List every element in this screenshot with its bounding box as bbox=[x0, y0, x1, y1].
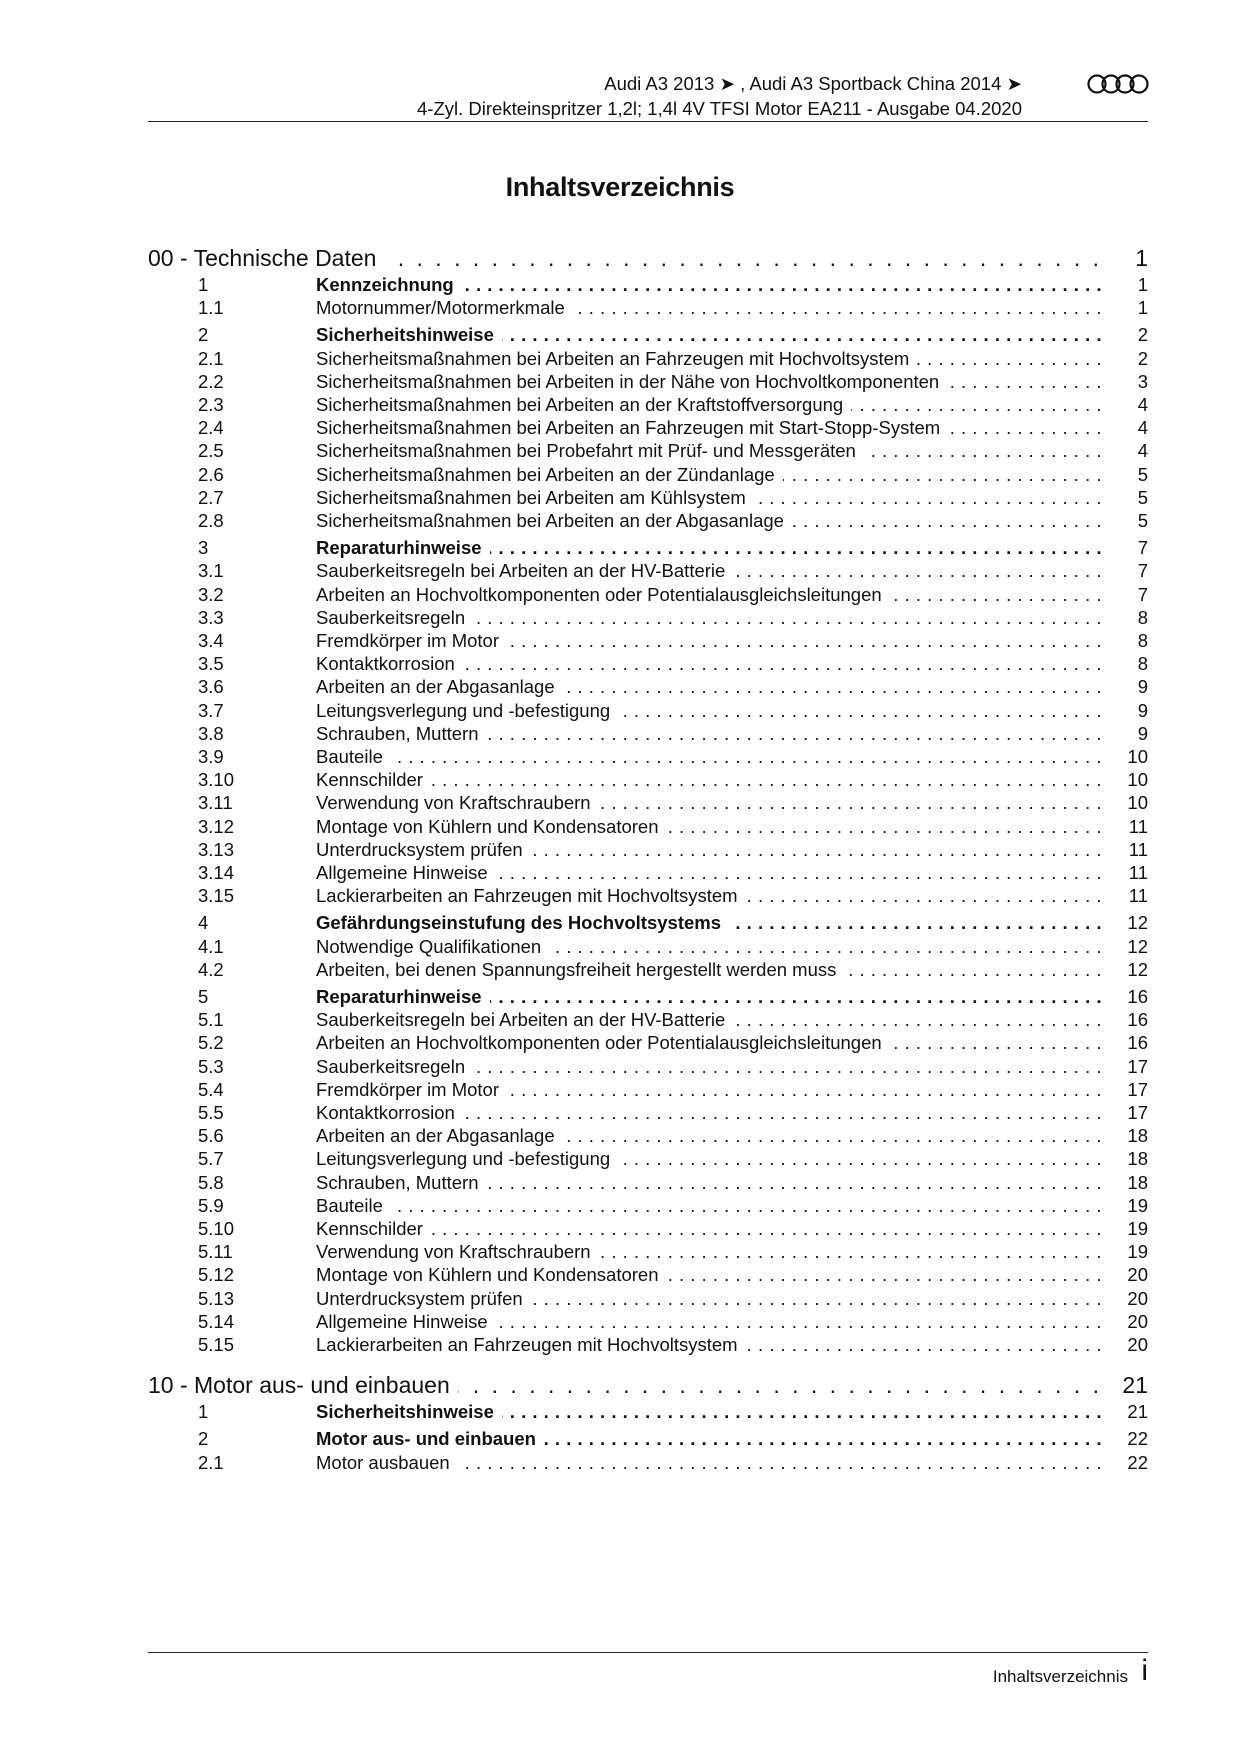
toc-entry-page: 18 bbox=[1127, 1125, 1148, 1147]
footer-page-number: i bbox=[1141, 1654, 1148, 1687]
dot-leader bbox=[792, 510, 1102, 532]
toc-entry[interactable] bbox=[148, 881, 1148, 907]
toc-entry-number: 5.15 bbox=[198, 1334, 235, 1355]
toc-entry-number: 5.1 bbox=[198, 1009, 224, 1031]
toc-entry[interactable] bbox=[148, 812, 1148, 838]
toc-entry[interactable] bbox=[148, 390, 1148, 416]
toc-entry-number: 5.2 bbox=[198, 1032, 224, 1054]
toc-entry-page: 12 bbox=[1127, 935, 1148, 957]
toc-entry-page: 16 bbox=[1127, 1009, 1148, 1031]
toc-entry-page: 19 bbox=[1127, 1241, 1148, 1263]
toc-entry[interactable] bbox=[148, 344, 1148, 370]
toc-entry-title: Sauberkeitsregeln bei Arbeiten an der HV-Batterie bbox=[316, 1009, 726, 1031]
toc-entry-title: Reparaturhinweise bbox=[316, 537, 482, 559]
toc-entry-number: 5.10 bbox=[198, 1218, 235, 1239]
toc-entry-title: Fremdkörper im Motor bbox=[316, 1078, 499, 1100]
toc-entry-title: 00 - Technische Daten bbox=[148, 245, 377, 271]
toc-entry-page: 10 bbox=[1127, 769, 1148, 791]
toc-entry-title: Allgemeine Hinweise bbox=[316, 862, 488, 883]
footer-divider bbox=[148, 1652, 1148, 1653]
toc-entry-title: Kennschilder bbox=[316, 769, 423, 791]
toc-entry-page: 20 bbox=[1127, 1264, 1148, 1286]
toc-entry-title: Sicherheitsmaßnahmen bei Arbeiten an der Abgasanlage bbox=[316, 510, 784, 531]
toc-entry-title: Sauberkeitsregeln bei Arbeiten an der HV-Batterie bbox=[316, 560, 726, 582]
toc-entry[interactable] bbox=[148, 1052, 1148, 1078]
toc-entry-page: 8 bbox=[1137, 630, 1148, 651]
toc-entry-title: Sicherheitsmaßnahmen bei Arbeiten am Kühlsystem bbox=[316, 486, 746, 508]
toc-entry-page: 17 bbox=[1127, 1102, 1148, 1123]
page-title: Inhaltsverzeichnis bbox=[505, 172, 735, 202]
header-engine-line: 4-Zyl. Direkteinspritzer 1,2l; 1,4l 4V TFSI Motor EA211 - Ausgabe 04.2020 bbox=[417, 98, 1022, 119]
toc-entry-number: 2 bbox=[198, 1428, 209, 1450]
toc-entry[interactable] bbox=[148, 696, 1148, 722]
toc-entry-title: Kontaktkorrosion bbox=[316, 653, 455, 675]
toc-entry-title: Sicherheitsmaßnahmen bei Arbeiten an der Kraftstoffversorgung bbox=[316, 394, 844, 415]
toc-entry[interactable] bbox=[148, 1330, 1148, 1356]
toc-section[interactable] bbox=[148, 533, 1148, 559]
toc-entry-page: 9 bbox=[1137, 676, 1148, 698]
dot-leader bbox=[746, 885, 1102, 907]
toc-entry[interactable] bbox=[148, 413, 1148, 439]
toc-entry[interactable] bbox=[148, 835, 1148, 861]
toc-entry-number: 3.15 bbox=[198, 885, 235, 907]
toc-entry-page: 4 bbox=[1137, 394, 1148, 415]
dot-leader bbox=[502, 1401, 1102, 1423]
toc-entry-page: 19 bbox=[1127, 1218, 1148, 1239]
toc-entry-number: 3.4 bbox=[198, 630, 224, 651]
toc-entry[interactable] bbox=[148, 649, 1148, 675]
toc-entry-number: 2.7 bbox=[198, 486, 224, 508]
dot-leader bbox=[844, 959, 1102, 981]
toc-entry-title: Sicherheitsmaßnahmen bei Arbeiten an Fahrzeugen mit Start-Stopp-System bbox=[316, 417, 941, 439]
toc-entry[interactable] bbox=[148, 1098, 1148, 1124]
toc-entry-title: Bauteile bbox=[316, 746, 383, 767]
toc-entry-number: 3.2 bbox=[198, 583, 224, 605]
toc-entry-page: 16 bbox=[1127, 1032, 1148, 1054]
toc-entry-title: Sicherheitsmaßnahmen bei Arbeiten an der Zündanlage bbox=[316, 463, 775, 485]
dot-leader bbox=[746, 1334, 1102, 1356]
toc-chapter[interactable] bbox=[148, 1367, 1148, 1399]
toc-entry-number: 2.6 bbox=[198, 463, 224, 485]
toc-entry-number: 3.1 bbox=[198, 560, 224, 582]
toc-entry-page: 21 bbox=[1127, 1401, 1148, 1423]
toc-entry-page: 12 bbox=[1127, 912, 1148, 934]
toc-entry-number: 3.3 bbox=[198, 606, 224, 628]
toc-entry-page: 1 bbox=[1137, 297, 1148, 319]
toc-entry[interactable] bbox=[148, 367, 1148, 393]
toc-entry-number: 5.3 bbox=[198, 1055, 224, 1077]
dot-leader bbox=[573, 297, 1102, 319]
toc-entry[interactable] bbox=[148, 1307, 1148, 1333]
toc-entry[interactable] bbox=[148, 1237, 1148, 1263]
toc-entry-page: 1 bbox=[1135, 245, 1148, 271]
toc-entry[interactable] bbox=[148, 556, 1148, 582]
toc-entry-page: 8 bbox=[1137, 606, 1148, 628]
toc-entry-page: 2 bbox=[1137, 347, 1148, 369]
toc-entry-page: 16 bbox=[1127, 986, 1148, 1007]
toc-section[interactable] bbox=[148, 270, 1148, 296]
toc-entry-page: 12 bbox=[1127, 958, 1148, 980]
toc-entry-number: 2.1 bbox=[198, 1451, 224, 1473]
toc-section[interactable] bbox=[148, 1424, 1148, 1450]
toc-entry[interactable] bbox=[148, 858, 1148, 884]
toc-entry-title: Leitungsverlegung und -befestigung bbox=[316, 1148, 611, 1170]
toc-entry[interactable] bbox=[148, 293, 1148, 319]
toc-entry-page: 18 bbox=[1127, 1148, 1148, 1170]
toc-entry[interactable] bbox=[148, 626, 1148, 652]
toc-entry-title: Sicherheitsmaßnahmen bei Probefahrt mit Prüf- und Messgeräten bbox=[316, 440, 856, 462]
dot-leader bbox=[384, 244, 1102, 272]
toc-entry-page: 11 bbox=[1128, 838, 1148, 860]
toc-entry-number: 5.7 bbox=[198, 1148, 224, 1170]
toc-entry[interactable] bbox=[148, 719, 1148, 745]
toc-chapter[interactable] bbox=[148, 240, 1148, 272]
toc-entry-page: 20 bbox=[1127, 1334, 1148, 1355]
toc-entry-number: 5.4 bbox=[198, 1078, 224, 1100]
toc-entry-page: 5 bbox=[1137, 510, 1148, 531]
toc-entry-number: 4.2 bbox=[198, 958, 224, 980]
toc-entry-title: Notwendige Qualifikationen bbox=[316, 935, 542, 957]
toc-entry-title: Schrauben, Muttern bbox=[316, 722, 479, 744]
toc-entry-title: Verwendung von Kraftschraubern bbox=[316, 792, 591, 814]
toc-entry-number: 2.4 bbox=[198, 417, 224, 439]
toc-entry-title: Unterdrucksystem prüfen bbox=[316, 1287, 523, 1309]
toc-entry-page: 5 bbox=[1137, 486, 1148, 508]
toc-entry[interactable] bbox=[148, 1214, 1148, 1240]
toc-entry[interactable] bbox=[148, 580, 1148, 606]
toc-entry-page: 22 bbox=[1127, 1428, 1148, 1450]
toc-entry-number: 5.6 bbox=[198, 1125, 224, 1147]
toc-entry-title: Motornummer/Motormerkmale bbox=[316, 297, 565, 319]
toc-entry-page: 22 bbox=[1127, 1451, 1148, 1473]
dot-leader bbox=[458, 1372, 1102, 1400]
toc-entry[interactable] bbox=[148, 460, 1148, 486]
toc-entry-title: Sauberkeitsregeln bbox=[316, 1055, 466, 1077]
toc-entry-page: 4 bbox=[1137, 440, 1148, 462]
toc-entry-page: 5 bbox=[1137, 463, 1148, 485]
toc-entry-page: 19 bbox=[1127, 1194, 1148, 1216]
toc-entry[interactable] bbox=[148, 1260, 1148, 1286]
toc-entry[interactable] bbox=[148, 1028, 1148, 1054]
toc-entry-page: 9 bbox=[1137, 722, 1148, 744]
toc-entry-page: 3 bbox=[1137, 370, 1148, 392]
toc-entry[interactable] bbox=[148, 603, 1148, 629]
toc-entry-page: 7 bbox=[1137, 537, 1148, 559]
toc-entry[interactable] bbox=[148, 1121, 1148, 1147]
toc-entry-number: 2.8 bbox=[198, 510, 224, 531]
toc-entry-number: 3 bbox=[198, 537, 209, 559]
toc-entry-number: 2.1 bbox=[198, 347, 224, 369]
toc-entry-number: 3.9 bbox=[198, 746, 224, 767]
toc-entry-title: Arbeiten an Hochvoltkomponenten oder Potentialausgleichsleitungen bbox=[316, 583, 882, 605]
toc-entry-number: 1.1 bbox=[198, 297, 224, 319]
toc-entry-number: 5 bbox=[198, 986, 209, 1007]
toc-entry-title: Arbeiten, bei denen Spannungsfreiheit hergestellt werden muss bbox=[316, 958, 837, 980]
toc-entry-number: 3.5 bbox=[198, 653, 224, 675]
toc-entry-number: 2.3 bbox=[198, 394, 224, 415]
toc-entry[interactable] bbox=[148, 1448, 1148, 1474]
toc-entry-title: Allgemeine Hinweise bbox=[316, 1310, 488, 1332]
toc-entry-page: 9 bbox=[1137, 699, 1148, 721]
toc-entry-title: Montage von Kühlern und Kondensatoren bbox=[316, 1264, 659, 1286]
toc-entry-title: Sicherheitshinweise bbox=[316, 324, 494, 346]
header-vehicle-line: Audi A3 2013 ➤ , Audi A3 Sportback China 2014 ➤ bbox=[604, 73, 1022, 94]
toc-entry[interactable] bbox=[148, 742, 1148, 768]
toc-entry-title: Sicherheitsmaßnahmen bei Arbeiten an Fahrzeugen mit Hochvoltsystem bbox=[316, 347, 910, 369]
table-of-contents bbox=[148, 0, 1148, 1600]
toc-entry-number: 5.5 bbox=[198, 1102, 224, 1123]
toc-entry-page: 11 bbox=[1128, 885, 1148, 907]
toc-entry-title: Lackierarbeiten an Fahrzeugen mit Hochvoltsystem bbox=[316, 1334, 738, 1355]
toc-entry[interactable] bbox=[148, 1144, 1148, 1170]
toc-entry-number: 3.7 bbox=[198, 699, 224, 721]
toc-section[interactable] bbox=[148, 1397, 1148, 1423]
toc-entry[interactable] bbox=[148, 436, 1148, 462]
toc-entry-page: 20 bbox=[1127, 1287, 1148, 1309]
toc-entry-title: Kontaktkorrosion bbox=[316, 1102, 455, 1123]
toc-entry-title: Reparaturhinweise bbox=[316, 986, 482, 1007]
toc-entry-number: 5.12 bbox=[198, 1264, 235, 1286]
toc-entry[interactable] bbox=[148, 1284, 1148, 1310]
toc-entry-page: 21 bbox=[1122, 1372, 1148, 1399]
toc-entry[interactable] bbox=[148, 765, 1148, 791]
toc-entry-page: 8 bbox=[1137, 653, 1148, 675]
toc-entry-number: 2.2 bbox=[198, 370, 224, 392]
toc-entry-number: 3.14 bbox=[198, 862, 235, 883]
toc-entry-title: Kennschilder bbox=[316, 1218, 423, 1239]
toc-entry-number: 5.14 bbox=[198, 1310, 235, 1332]
toc-entry-title: Leitungsverlegung und -befestigung bbox=[316, 699, 611, 721]
toc-entry-title: Motor ausbauen bbox=[316, 1451, 450, 1473]
toc-entry-title: Sicherheitshinweise bbox=[316, 1401, 494, 1423]
toc-entry-number: 2 bbox=[198, 324, 209, 346]
toc-section[interactable] bbox=[148, 982, 1148, 1008]
toc-entry[interactable] bbox=[148, 955, 1148, 981]
toc-entry-number: 1 bbox=[198, 274, 209, 295]
toc-entry-title: Bauteile bbox=[316, 1194, 383, 1216]
toc-entry-title: Sauberkeitsregeln bbox=[316, 606, 466, 628]
toc-entry-title: Arbeiten an der Abgasanlage bbox=[316, 676, 555, 698]
toc-entry-number: 5.9 bbox=[198, 1194, 224, 1216]
toc-entry-page: 4 bbox=[1137, 417, 1148, 439]
toc-entry-title: Montage von Kühlern und Kondensatoren bbox=[316, 815, 659, 837]
toc-entry[interactable] bbox=[148, 1191, 1148, 1217]
toc-entry-number: 3.12 bbox=[198, 815, 235, 837]
toc-entry-title: Gefährdungseinstufung des Hochvoltsystems bbox=[316, 912, 722, 934]
dot-leader bbox=[458, 1451, 1102, 1473]
toc-entry-title: Arbeiten an Hochvoltkomponenten oder Potentialausgleichsleitungen bbox=[316, 1032, 882, 1054]
footer-label: Inhaltsverzeichnis bbox=[992, 1667, 1128, 1686]
toc-entry[interactable] bbox=[148, 483, 1148, 509]
toc-section[interactable] bbox=[148, 908, 1148, 934]
toc-entry-page: 1 bbox=[1137, 274, 1148, 295]
toc-entry-page: 10 bbox=[1127, 792, 1148, 814]
toc-entry-page: 18 bbox=[1127, 1171, 1148, 1193]
toc-entry-number: 4 bbox=[198, 912, 209, 934]
toc-entry-title: Lackierarbeiten an Fahrzeugen mit Hochvoltsystem bbox=[316, 885, 738, 907]
toc-entry-title: Fremdkörper im Motor bbox=[316, 630, 499, 651]
toc-entry-title: Unterdrucksystem prüfen bbox=[316, 838, 523, 860]
toc-entry-page: 17 bbox=[1127, 1078, 1148, 1100]
toc-entry[interactable] bbox=[148, 672, 1148, 698]
toc-entry-title: Arbeiten an der Abgasanlage bbox=[316, 1125, 555, 1147]
toc-entry-page: 7 bbox=[1137, 583, 1148, 605]
toc-entry-title: 10 - Motor aus- und einbauen bbox=[148, 1372, 450, 1399]
toc-entry-number: 3.11 bbox=[198, 792, 233, 814]
toc-entry-title: Schrauben, Muttern bbox=[316, 1171, 479, 1193]
toc-entry[interactable] bbox=[148, 1075, 1148, 1101]
toc-entry-title: Verwendung von Kraftschraubern bbox=[316, 1241, 591, 1263]
toc-entry-page: 2 bbox=[1137, 324, 1148, 346]
toc-entry-title: Sicherheitsmaßnahmen bei Arbeiten in der Nähe von Hochvoltkomponenten bbox=[316, 370, 940, 392]
toc-entry[interactable] bbox=[148, 932, 1148, 958]
toc-entry-number: 5.11 bbox=[198, 1241, 233, 1263]
toc-entry[interactable] bbox=[148, 788, 1148, 814]
toc-entry-number: 3.6 bbox=[198, 676, 224, 698]
toc-entry-number: 3.13 bbox=[198, 838, 235, 860]
toc-section[interactable] bbox=[148, 320, 1148, 346]
toc-entry-page: 7 bbox=[1137, 560, 1148, 582]
toc-entry-page: 20 bbox=[1127, 1310, 1148, 1332]
toc-entry-number: 2.5 bbox=[198, 440, 224, 462]
toc-entry-number: 3.8 bbox=[198, 722, 224, 744]
toc-entry[interactable] bbox=[148, 506, 1148, 532]
toc-entry[interactable] bbox=[148, 1168, 1148, 1194]
toc-entry-page: 10 bbox=[1127, 746, 1148, 767]
toc-entry-page: 17 bbox=[1127, 1055, 1148, 1077]
toc-entry-number: 5.13 bbox=[198, 1287, 235, 1309]
toc-entry-title: Kennzeichnung bbox=[316, 274, 454, 295]
toc-entry-title: Motor aus- und einbauen bbox=[316, 1428, 536, 1450]
toc-entry-number: 4.1 bbox=[198, 935, 224, 957]
toc-entry-number: 5.8 bbox=[198, 1171, 224, 1193]
toc-entry-number: 3.10 bbox=[198, 769, 235, 791]
toc-entry[interactable] bbox=[148, 1005, 1148, 1031]
toc-entry-page: 11 bbox=[1128, 862, 1148, 883]
toc-entry-number: 1 bbox=[198, 1401, 209, 1423]
toc-entry-page: 11 bbox=[1128, 815, 1148, 837]
